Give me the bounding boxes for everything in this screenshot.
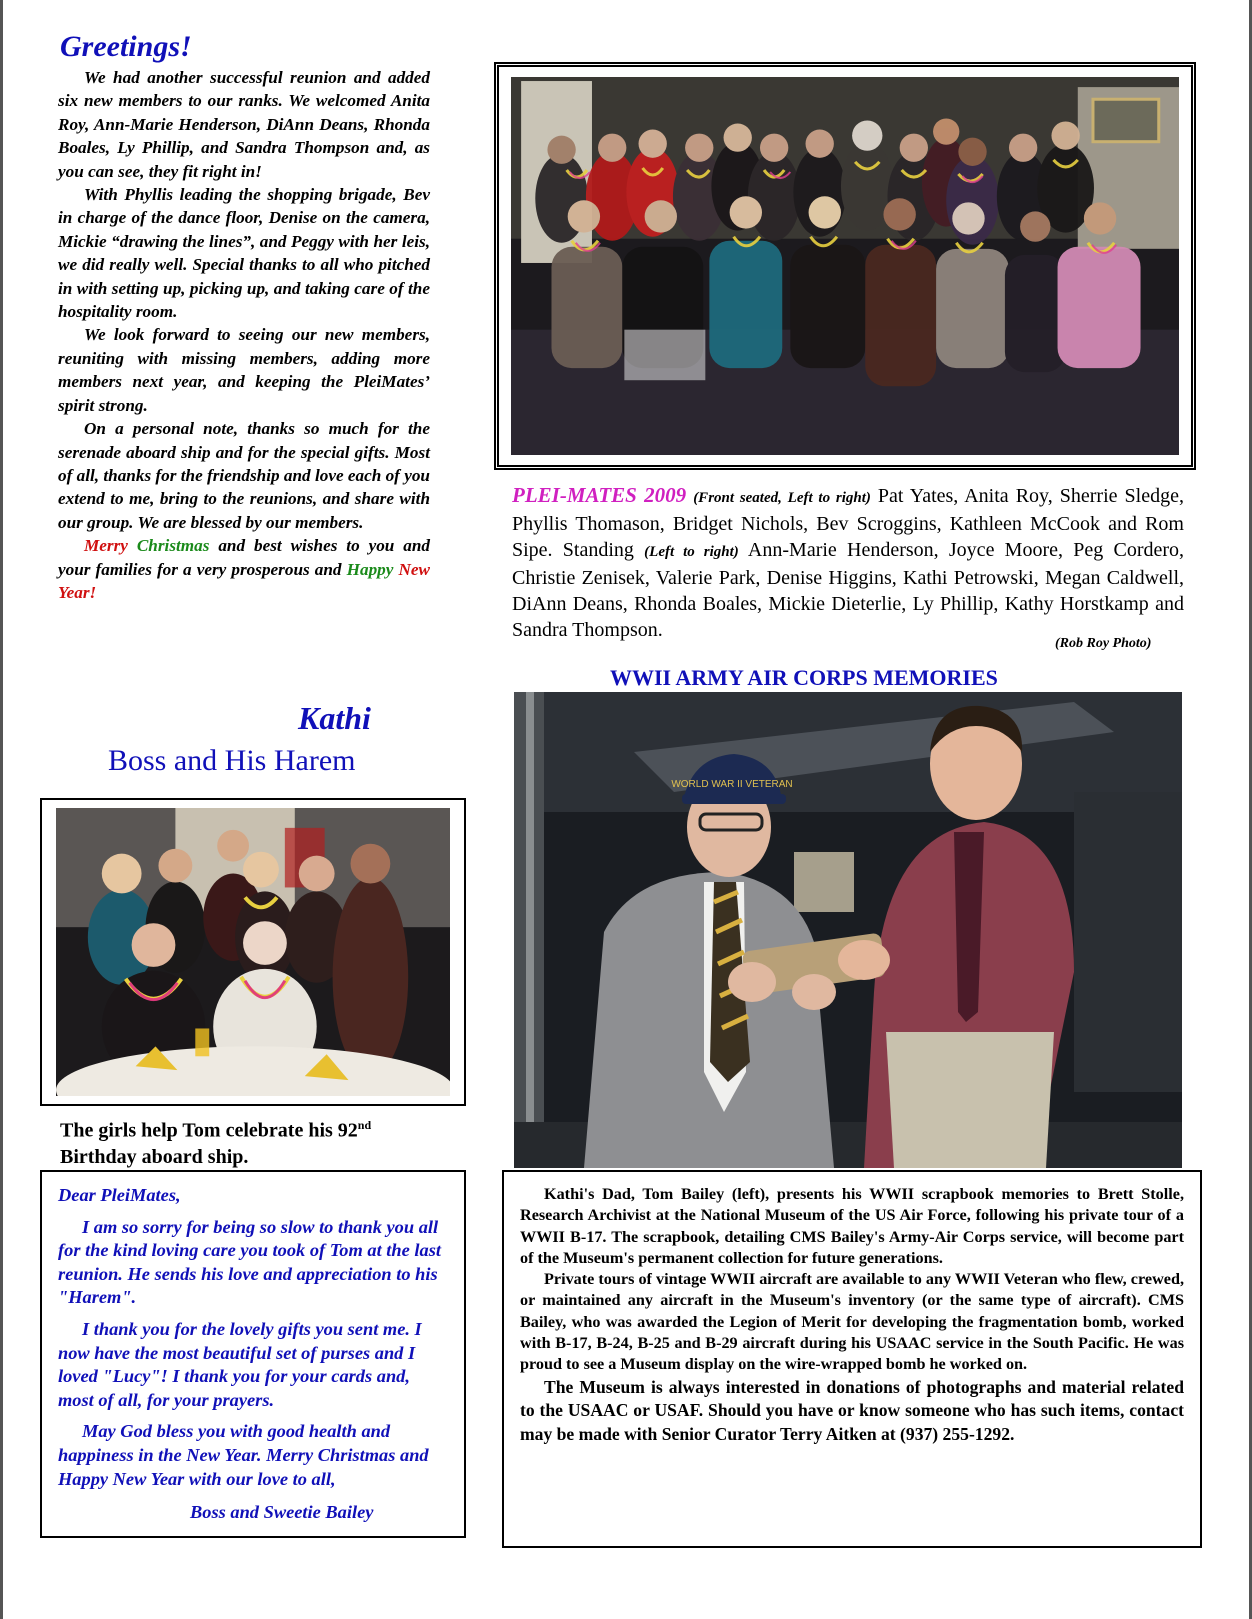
caption-front-label: (Front seated, Left to right) <box>693 490 871 506</box>
letter-salutation: Dear PleiMates, <box>58 1185 181 1205</box>
wwii-article <box>502 1170 1202 1548</box>
greetings-letter <box>58 66 430 604</box>
signature-kathi: Kathi <box>298 700 371 736</box>
caption-standing-names: Ann-Marie Henderson, Joyce Moore, Peg Cordero, Christie Zenisek, Valerie Park, Denise Higgins, Kathi Petrowski, Megan Caldwell, DiAnn Deans, Rhonda Boales, Mickie Dieterlie, Ly Phillip, Kathy Horstkamp and Sandra Thompson. <box>512 539 1185 641</box>
museum-photo-image <box>514 692 1182 1168</box>
group-photo-image <box>511 77 1179 455</box>
closing-new-year: New Year! <box>58 559 431 602</box>
caption-front-names: Pat Yates, Anita Roy, Sherrie Sledge, Phyllis Thomason, Bridget Nichols, Bev Scroggins, Kathleen McCook and Rom Sipe. Standing <box>512 485 1184 561</box>
closing-text: and best wishes to you and your families for a very prosperous and <box>58 536 430 579</box>
group-photo-frame <box>494 62 1196 470</box>
birthday-caption <box>60 1112 440 1170</box>
article-paragraph: The Museum is always interested in donations of photographs and material related to the USAAC or USAF. Should you have or know someone who has such items, contact may be made with Senior Curator Terry Aitken at (937) 255-1292. <box>520 1376 1184 1444</box>
birthday-photo-frame <box>40 798 466 1106</box>
closing-christmas: Christmas <box>136 536 210 556</box>
letter-paragraph: I thank you for the lovely gifts you sent me. I now have the most beautiful set of purses and I loved "Lucy"! I thank you for your cards and, most of all, for your prayers. <box>58 1318 422 1410</box>
birthday-caption-sup: nd <box>357 1118 372 1132</box>
greetings-closing <box>58 534 430 604</box>
greetings-paragraph: With Phyllis leading the shopping brigade, Bev in charge of the dance floor, Denise on the camera, Mickie “drawing the lines”, and Peggy with her leis, we did really well. Special thanks to all who pitched in with setting up, picking up, and taking care of the hospitality room. <box>58 185 430 322</box>
letter-paragraph: I am so sorry for being so slow to thank you all for the kind loving care you took of Tom at the last reunion. He sends his love and appreciation to his "Harem". <box>58 1216 441 1308</box>
greetings-paragraph: On a personal note, thanks so much for the serenade aboard ship and for the special gifts. Most of all, thanks for the friendship and love each of you extend to me, bring to the reunions, and share with our group. We are blessed by our members. <box>58 419 430 532</box>
letter-paragraph: May God bless you with good health and happiness in the New Year. Merry Christmas and Happy New Year with our love to all, <box>58 1421 429 1489</box>
closing-merry: Merry <box>84 536 128 556</box>
museum-photo <box>514 692 1182 1168</box>
caption-title: PLEI-MATES 2009 <box>512 483 687 507</box>
birthday-photo <box>56 808 450 1096</box>
wwii-section-title: WWII ARMY AIR CORPS MEMORIES <box>610 665 998 690</box>
thank-you-letter <box>40 1170 466 1538</box>
greetings-title: Greetings! <box>60 30 192 63</box>
boss-harem-title: Boss and His Harem <box>108 744 356 777</box>
greetings-paragraph: We had another successful reunion and added six new members to our ranks. We welcomed Anita Roy, Ann-Marie Henderson, DiAnn Deans, Rhonda Boales, Ly Phillip, and Sandra Thompson and, as you can see, they fit right in! <box>58 68 430 181</box>
birthday-photo-image <box>56 808 450 1096</box>
cap-text: WORLD WAR II VETERAN <box>671 779 793 790</box>
greetings-paragraph: We look forward to seeing our new members, reuniting with missing members, adding more members next year, and keeping the PleiMates’ spirit strong. <box>58 325 430 415</box>
article-paragraph: Kathi's Dad, Tom Bailey (left), presents his WWII scrapbook memories to Brett Stolle, Research Archivist at the National Museum of the US Air Force, following his private tour of a WWII B-17. The scrapbook, detailing CMS Bailey's Army-Air Corps service, will become part of the Museum's permanent collection for future generations. <box>520 1185 1184 1267</box>
birthday-caption-text: The girls help Tom celebrate his 92 <box>60 1119 358 1142</box>
birthday-caption-text-2: Birthday aboard ship. <box>60 1145 249 1168</box>
letter-signature: Boss and Sweetie Bailey <box>190 1502 374 1523</box>
closing-happy: Happy <box>346 559 394 579</box>
article-paragraph: Private tours of vintage WWII aircraft are available to any WWII Veteran who flew, crewed, or maintained any aircraft in the Museum's inventory (or the same type of aircraft). CMS Bailey, who was awarded the Legion of Merit for developing the fragmentation bomb, worked with B-17, B-24, B-25 and B-29 aircraft during his USAAC service in the South Pacific. He was proud to see a Museum display on the wire-wrapped bomb he worked on. <box>520 1270 1184 1374</box>
caption-standing-label: (Left to right) <box>644 544 739 560</box>
group-photo <box>511 77 1179 455</box>
group-photo-caption <box>512 482 1184 643</box>
photo-credit: (Rob Roy Photo) <box>1055 636 1152 651</box>
page-left-edge <box>0 0 3 1619</box>
